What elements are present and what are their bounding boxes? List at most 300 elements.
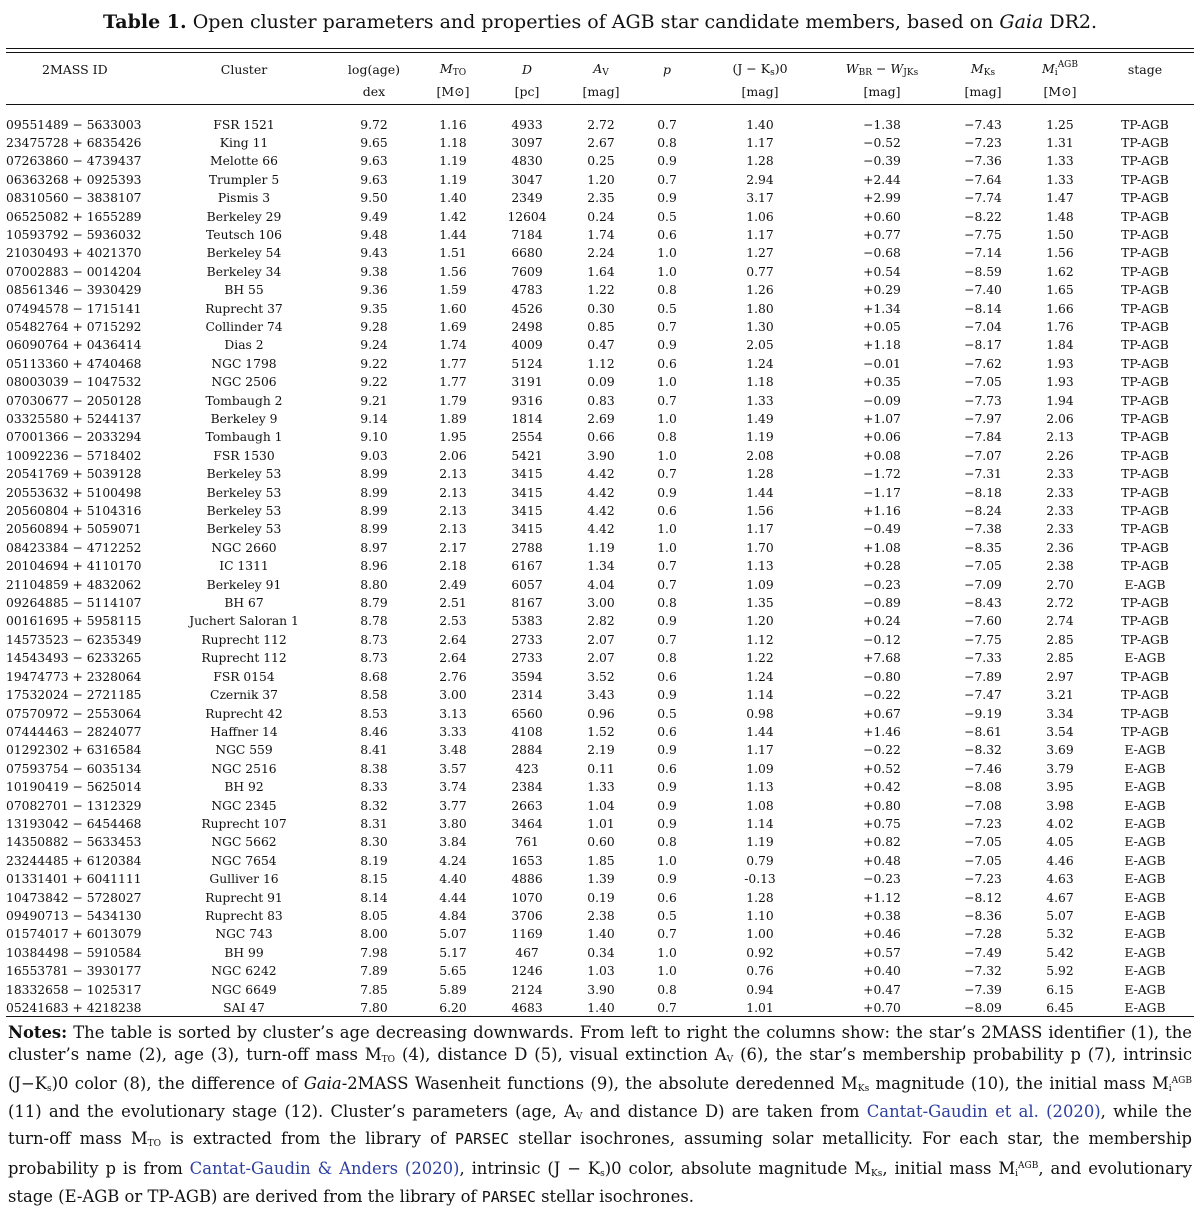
cell-mks: −7.05 [964, 559, 1002, 574]
cell-mi-agb: 1.50 [1046, 227, 1074, 242]
cell-av: 2.72 [587, 117, 615, 132]
cell-stage: TP-AGB [1121, 724, 1169, 739]
notes-parsec: PARSEC [455, 1130, 510, 1149]
cell-log-age: 8.05 [360, 908, 388, 923]
cell-distance: 3415 [511, 522, 543, 537]
table-row [6, 189, 1194, 207]
cell-mks: −8.14 [964, 301, 1002, 316]
cell-2mass-id: 20560894 + 5059071 [6, 522, 142, 537]
table-row [6, 797, 1194, 815]
cell-mi-agb: 4.46 [1046, 853, 1074, 868]
cell-mto: 2.51 [439, 596, 467, 611]
cell-cluster: Berkeley 53 [206, 522, 282, 537]
cell-mks: −7.28 [964, 927, 1002, 942]
unit-w: [mag] [863, 83, 901, 99]
cell-mks: −7.07 [964, 448, 1002, 463]
cell-jk0: 1.49 [746, 412, 774, 426]
cell-mi-agb: 5.07 [1046, 908, 1074, 923]
cell-wesenheit-diff: −0.22 [863, 743, 901, 758]
header-w-sub2: JKs [903, 67, 919, 78]
cell-mi-agb: 5.92 [1046, 964, 1074, 979]
cell-distance: 1814 [511, 412, 543, 426]
cell-mks: −7.73 [964, 393, 1002, 408]
cell-distance: 4683 [511, 1001, 543, 1015]
cell-p: 0.9 [657, 743, 677, 758]
cell-wesenheit-diff: +0.67 [863, 706, 901, 721]
notes-sub: Ks [857, 1084, 870, 1095]
notes-text: (6), the star’s membership probability p (7), intrinsic (J−K [8, 1044, 1193, 1094]
table-row [6, 576, 1194, 594]
cell-distance: 6057 [511, 577, 543, 592]
cell-cluster: King 11 [219, 135, 269, 150]
cell-wesenheit-diff: −1.72 [863, 467, 901, 482]
cell-mi-agb: 1.93 [1046, 375, 1074, 390]
cell-p: 0.7 [657, 632, 677, 647]
cell-mks: −7.39 [964, 982, 1002, 997]
table-row [6, 778, 1194, 796]
cell-log-age: 8.53 [360, 706, 388, 721]
cell-p: 1.0 [657, 964, 677, 979]
cell-jk0: 1.12 [746, 632, 774, 647]
notes-text: and distance D) are taken from [589, 1101, 860, 1121]
cell-mi-agb: 1.31 [1046, 135, 1074, 150]
header-mi-sup: AGB [1057, 60, 1078, 70]
cell-p: 0.9 [657, 338, 677, 353]
cell-av: 3.90 [587, 448, 615, 463]
cell-cluster: Juchert Saloran 1 [189, 614, 299, 629]
cell-av: 1.33 [587, 780, 615, 795]
cell-mto: 3.48 [439, 743, 467, 758]
cell-mks: −8.18 [964, 485, 1002, 500]
cell-stage: TP-AGB [1121, 356, 1169, 371]
table-row [6, 760, 1194, 778]
cell-av: 1.22 [587, 283, 615, 298]
cell-cluster: Dias 2 [224, 338, 264, 353]
cell-log-age: 7.85 [360, 982, 388, 997]
cell-wesenheit-diff: −0.80 [863, 669, 901, 684]
cell-wesenheit-diff: +1.07 [863, 412, 901, 426]
cell-log-age: 8.99 [360, 522, 388, 537]
cell-wesenheit-diff: +0.52 [863, 761, 901, 776]
notes-text: )0 color, absolute magnitude M [604, 1158, 872, 1178]
cell-p: 0.6 [657, 356, 677, 371]
cell-mi-agb: 3.69 [1046, 743, 1074, 758]
cell-log-age: 8.14 [360, 890, 388, 905]
header-mk-symbol: M [970, 60, 984, 76]
cell-mi-agb: 1.25 [1046, 117, 1074, 132]
cell-mks: −7.84 [964, 430, 1002, 445]
notes-text: , and evolutionary stage (E-AGB or TP-AGB) are derived from the library of [8, 1158, 1192, 1206]
header-jk-end: )0 [774, 60, 788, 76]
notes-text: , initial mass M [882, 1158, 1016, 1178]
cell-distance: 5124 [511, 356, 543, 371]
cell-log-age: 9.03 [360, 448, 388, 463]
cell-mto: 1.74 [439, 338, 467, 353]
cell-log-age: 8.15 [360, 872, 388, 887]
cell-log-age: 9.10 [360, 430, 388, 445]
cell-distance: 3097 [511, 135, 543, 150]
table-row [6, 557, 1194, 575]
cell-wesenheit-diff: −0.39 [863, 154, 901, 169]
cell-mto: 3.77 [439, 798, 467, 813]
cell-distance: 8167 [511, 596, 543, 611]
cell-distance: 7184 [511, 227, 543, 242]
header-w2: − W [872, 60, 904, 76]
cell-stage: TP-AGB [1121, 117, 1169, 132]
cell-av: 0.60 [587, 835, 615, 850]
cell-log-age: 9.38 [360, 264, 388, 279]
table-row [6, 981, 1194, 999]
cell-distance: 423 [515, 761, 539, 776]
cell-distance: 6560 [511, 706, 543, 721]
cell-distance: 4886 [511, 872, 543, 887]
cell-p: 0.8 [657, 430, 677, 445]
cell-distance: 9316 [511, 393, 543, 408]
header-mto [418, 58, 488, 80]
table-row [6, 116, 1194, 134]
cell-mto: 3.84 [439, 835, 467, 850]
cell-mks: −8.17 [964, 338, 1002, 353]
table-row [6, 944, 1194, 962]
cell-stage: TP-AGB [1121, 504, 1169, 519]
cell-cluster: NGC 743 [215, 927, 273, 942]
cell-mks: −7.97 [964, 412, 1002, 426]
notes-sub: V [726, 1054, 734, 1065]
cell-mks: −7.23 [964, 816, 1002, 831]
cell-log-age: 9.48 [360, 227, 388, 242]
cell-log-age: 8.96 [360, 559, 388, 574]
cell-mto: 5.89 [439, 982, 467, 997]
cell-log-age: 8.58 [360, 688, 388, 703]
cell-jk0: 1.13 [746, 559, 774, 574]
unit-cluster [158, 80, 330, 102]
cell-p: 0.7 [657, 172, 677, 187]
unit-stage [1096, 80, 1194, 102]
header-w-sub1: BR [858, 67, 872, 78]
notes-sub: Ks [871, 1168, 883, 1179]
cell-log-age: 9.49 [360, 209, 388, 224]
data-table [6, 116, 1194, 1018]
cell-mto: 1.79 [439, 393, 467, 408]
cell-cluster: NGC 2506 [211, 375, 277, 390]
cell-2mass-id: 09264885 − 5114107 [6, 596, 142, 611]
cell-wesenheit-diff: −0.89 [863, 596, 901, 611]
cell-cluster: Berkeley 29 [206, 209, 282, 224]
cell-log-age: 8.33 [360, 780, 388, 795]
cell-wesenheit-diff: +1.34 [863, 301, 901, 316]
header-wesenheit [822, 58, 942, 80]
cell-stage: E-AGB [1124, 1001, 1166, 1015]
cell-log-age: 8.78 [360, 614, 388, 629]
table-row [6, 392, 1194, 410]
cell-mks: −7.49 [964, 945, 1002, 960]
cell-p: 0.8 [657, 651, 677, 666]
cell-log-age: 8.99 [360, 467, 388, 482]
notes-gaia: Gaia [303, 1074, 342, 1094]
cell-mto: 1.69 [439, 319, 467, 334]
cell-cluster: Teutsch 106 [206, 227, 282, 242]
cell-av: 0.66 [587, 430, 615, 445]
cell-p: 0.9 [657, 485, 677, 500]
cell-mks: −7.14 [964, 246, 1002, 261]
cell-2mass-id: 08310560 − 3838107 [6, 191, 142, 206]
cell-mi-agb: 4.05 [1046, 835, 1074, 850]
table-row [6, 852, 1194, 870]
cell-jk0: 0.94 [746, 982, 774, 997]
cell-mi-agb: 1.93 [1046, 356, 1074, 371]
unit-mi: [M⊙] [1043, 83, 1077, 99]
cell-wesenheit-diff: +2.44 [863, 172, 901, 187]
cell-mi-agb: 2.13 [1046, 430, 1074, 445]
cell-mi-agb: 3.95 [1046, 780, 1074, 795]
cell-distance: 6167 [511, 559, 543, 574]
cell-mi-agb: 2.33 [1046, 504, 1074, 519]
cell-jk0: 1.80 [746, 301, 774, 316]
cell-cluster: Ruprecht 42 [205, 706, 283, 721]
cell-jk0: 1.44 [746, 485, 774, 500]
cell-mi-agb: 1.94 [1046, 393, 1074, 408]
cell-wesenheit-diff: −1.17 [863, 485, 901, 500]
cell-2mass-id: 09551489 − 5633003 [6, 117, 142, 132]
cell-distance: 3464 [511, 816, 543, 831]
caption-gaia: Gaia [999, 11, 1044, 33]
cell-distance: 761 [515, 835, 539, 850]
header-jk0 [698, 58, 822, 80]
cell-cluster: NGC 1798 [211, 356, 277, 371]
cell-mto: 4.40 [439, 872, 467, 887]
cell-distance: 3047 [511, 172, 543, 187]
cell-jk0: 1.44 [746, 724, 774, 739]
notes-text: The table is sorted by cluster’s age decreasing downwards. From left to right the columns show: the star’s 2MASS identifier (1), the cluster’s name (2), age (3), turn-off mass M [8, 1023, 1192, 1064]
cell-mi-agb: 3.79 [1046, 761, 1074, 776]
cell-jk0: 1.19 [746, 430, 774, 445]
cell-av: 0.11 [587, 761, 615, 776]
cell-wesenheit-diff: −0.23 [863, 577, 901, 592]
table-row [6, 300, 1194, 318]
cell-p: 0.6 [657, 504, 677, 519]
cell-mto: 5.17 [439, 945, 467, 960]
cell-cluster: Berkeley 54 [206, 246, 282, 261]
cell-2mass-id: 23244485 + 6120384 [6, 853, 142, 868]
cell-mi-agb: 2.74 [1046, 614, 1074, 629]
table-row [6, 833, 1194, 851]
cell-2mass-id: 01574017 + 6013079 [6, 927, 142, 942]
cell-mi-agb: 2.36 [1046, 540, 1074, 555]
cell-av: 2.69 [587, 412, 615, 426]
cell-stage: E-AGB [1124, 816, 1166, 831]
cell-p: 1.0 [657, 540, 677, 555]
table-row [6, 465, 1194, 483]
cell-cluster: Tombaugh 1 [205, 430, 283, 445]
notes-text: (11) and the evolutionary stage (12). Cluster’s parameters (age, A [8, 1101, 576, 1121]
cell-mi-agb: 4.67 [1046, 890, 1074, 905]
cell-wesenheit-diff: +0.54 [863, 264, 901, 279]
cell-av: 1.64 [587, 264, 615, 279]
cell-mks: −7.33 [964, 651, 1002, 666]
cell-mks: −8.08 [964, 780, 1002, 795]
cell-av: 1.19 [587, 540, 615, 555]
header-mi-agb [1024, 58, 1096, 80]
table-row [6, 226, 1194, 244]
cell-stage: TP-AGB [1121, 559, 1169, 574]
cell-stage: TP-AGB [1121, 393, 1169, 408]
citation-link-cantat-gaudin-anders-2020[interactable]: Cantat-Gaudin & Anders (2020) [189, 1158, 460, 1178]
cell-2mass-id: 07570972 − 2553064 [6, 706, 142, 721]
cell-2mass-id: 10593792 − 5936032 [6, 227, 142, 242]
cell-cluster: NGC 6242 [211, 964, 277, 979]
cell-p: 0.7 [657, 577, 677, 592]
cell-2mass-id: 09490713 − 5434130 [6, 908, 142, 923]
caption-label: Table 1. [102, 11, 187, 33]
cell-log-age: 9.43 [360, 246, 388, 261]
header-av [566, 58, 636, 80]
cell-mto: 1.89 [439, 412, 467, 426]
cell-log-age: 8.32 [360, 798, 388, 813]
cell-jk0: 1.17 [746, 227, 774, 242]
cell-cluster: Melotte 66 [210, 154, 278, 169]
cell-2mass-id: 07002883 − 0014204 [6, 264, 142, 279]
cell-jk0: 1.70 [746, 540, 774, 555]
cell-mi-agb: 3.98 [1046, 798, 1074, 813]
cell-jk0: 1.09 [746, 761, 774, 776]
cell-log-age: 9.35 [360, 301, 388, 316]
cell-av: 2.24 [587, 246, 615, 261]
cell-cluster: NGC 2516 [211, 761, 277, 776]
table-row [6, 152, 1194, 170]
cell-distance: 2884 [511, 743, 543, 758]
cell-2mass-id: 07263860 − 4739437 [6, 154, 142, 169]
cell-jk0: 1.17 [746, 135, 774, 150]
cell-jk0: 1.33 [746, 393, 774, 408]
cell-av: 0.25 [587, 154, 615, 169]
notes-text: (4), distance D (5), visual extinction A [401, 1044, 727, 1064]
cell-mi-agb: 2.33 [1046, 467, 1074, 482]
cell-mks: −9.19 [964, 706, 1002, 721]
table-row [6, 962, 1194, 980]
cell-mi-agb: 1.84 [1046, 338, 1074, 353]
cell-cluster: FSR 0154 [213, 669, 275, 684]
cell-distance: 2733 [511, 651, 543, 666]
cell-av: 1.04 [587, 798, 615, 813]
cell-distance: 1246 [511, 964, 543, 979]
cell-mi-agb: 2.70 [1046, 577, 1074, 592]
cell-stage: TP-AGB [1121, 596, 1169, 611]
cell-distance: 2349 [511, 191, 543, 206]
cell-2mass-id: 18332658 − 1025317 [6, 982, 142, 997]
cell-av: 3.43 [587, 688, 615, 703]
cell-p: 0.6 [657, 890, 677, 905]
cell-mto: 2.76 [439, 669, 467, 684]
cell-stage: E-AGB [1124, 835, 1166, 850]
top-rule [6, 48, 1194, 49]
cell-mks: −7.23 [964, 135, 1002, 150]
cell-cluster: BH 92 [224, 780, 264, 795]
cell-av: 0.83 [587, 393, 615, 408]
cell-mi-agb: 2.33 [1046, 485, 1074, 500]
cell-log-age: 8.73 [360, 651, 388, 666]
cell-distance: 4526 [511, 301, 543, 316]
cell-log-age: 7.89 [360, 964, 388, 979]
cell-distance: 4783 [511, 283, 543, 298]
cell-stage: TP-AGB [1121, 632, 1169, 647]
cell-jk0: 0.98 [746, 706, 774, 721]
cell-distance: 2384 [511, 780, 543, 795]
cell-2mass-id: 05113360 + 4740468 [6, 356, 142, 371]
cell-2mass-id: 05241683 + 4218238 [6, 1001, 142, 1015]
cell-mks: −8.09 [964, 1001, 1002, 1015]
cell-wesenheit-diff: +0.57 [863, 945, 901, 960]
citation-link-cantat-gaudin-2020[interactable]: Cantat-Gaudin et al. (2020) [866, 1101, 1101, 1121]
notes-sub: s [46, 1084, 52, 1095]
cell-wesenheit-diff: +0.40 [863, 964, 901, 979]
table-row [6, 649, 1194, 667]
cell-av: 1.39 [587, 872, 615, 887]
header-mk-sub: Ks [983, 67, 996, 78]
header-jk-text: (J − K [732, 60, 771, 76]
cell-jk0: 1.26 [746, 283, 774, 298]
cell-wesenheit-diff: +0.48 [863, 853, 901, 868]
cell-wesenheit-diff: +0.29 [863, 283, 901, 298]
cell-wesenheit-diff: +0.06 [863, 430, 901, 445]
cell-mi-agb: 6.45 [1046, 1001, 1074, 1015]
table-row [6, 281, 1194, 299]
cell-log-age: 8.99 [360, 504, 388, 519]
cell-log-age: 7.80 [360, 1001, 388, 1015]
cell-stage: TP-AGB [1121, 522, 1169, 537]
cell-av: 1.34 [587, 559, 615, 574]
cell-log-age: 9.63 [360, 172, 388, 187]
cell-cluster: NGC 5662 [211, 835, 277, 850]
cell-mto: 3.57 [439, 761, 467, 776]
table-row [6, 263, 1194, 281]
cell-av: 0.19 [587, 890, 615, 905]
cell-distance: 3191 [511, 375, 543, 390]
cell-mi-agb: 5.32 [1046, 927, 1074, 942]
cell-mto: 2.18 [439, 559, 467, 574]
table-row [6, 484, 1194, 502]
table-row [6, 999, 1194, 1017]
cell-log-age: 9.22 [360, 356, 388, 371]
cell-2mass-id: 13193042 − 6454468 [6, 816, 142, 831]
cell-p: 0.9 [657, 872, 677, 887]
cell-stage: TP-AGB [1121, 448, 1169, 463]
cell-cluster: FSR 1521 [213, 117, 275, 132]
cell-stage: E-AGB [1124, 853, 1166, 868]
cell-jk0: 1.17 [746, 743, 774, 758]
cell-jk0: 0.77 [746, 264, 774, 279]
notes-text: is extracted from the library of [170, 1129, 446, 1149]
cell-p: 0.7 [657, 393, 677, 408]
cell-cluster: Berkeley 53 [206, 467, 282, 482]
cell-av: 2.35 [587, 191, 615, 206]
cell-2mass-id: 07444463 − 2824077 [6, 724, 142, 739]
table-row [6, 355, 1194, 373]
cell-cluster: Haffner 14 [210, 724, 278, 739]
notes-parsec: PARSEC [481, 1187, 536, 1206]
cell-p: 0.8 [657, 982, 677, 997]
cell-av: 0.24 [587, 209, 615, 224]
table-row [6, 889, 1194, 907]
table-row [6, 925, 1194, 943]
cell-mks: −8.43 [964, 596, 1002, 611]
unit-d: [pc] [514, 83, 540, 99]
cell-2mass-id: 21030493 + 4021370 [6, 246, 142, 261]
cell-log-age: 8.31 [360, 816, 388, 831]
cell-mto: 1.77 [439, 375, 467, 390]
notes-text: -2MASS Wasenheit functions (9), the absolute deredenned M [341, 1074, 858, 1094]
cell-av: 4.04 [587, 577, 615, 592]
cell-2mass-id: 07001366 − 2033294 [6, 430, 142, 445]
